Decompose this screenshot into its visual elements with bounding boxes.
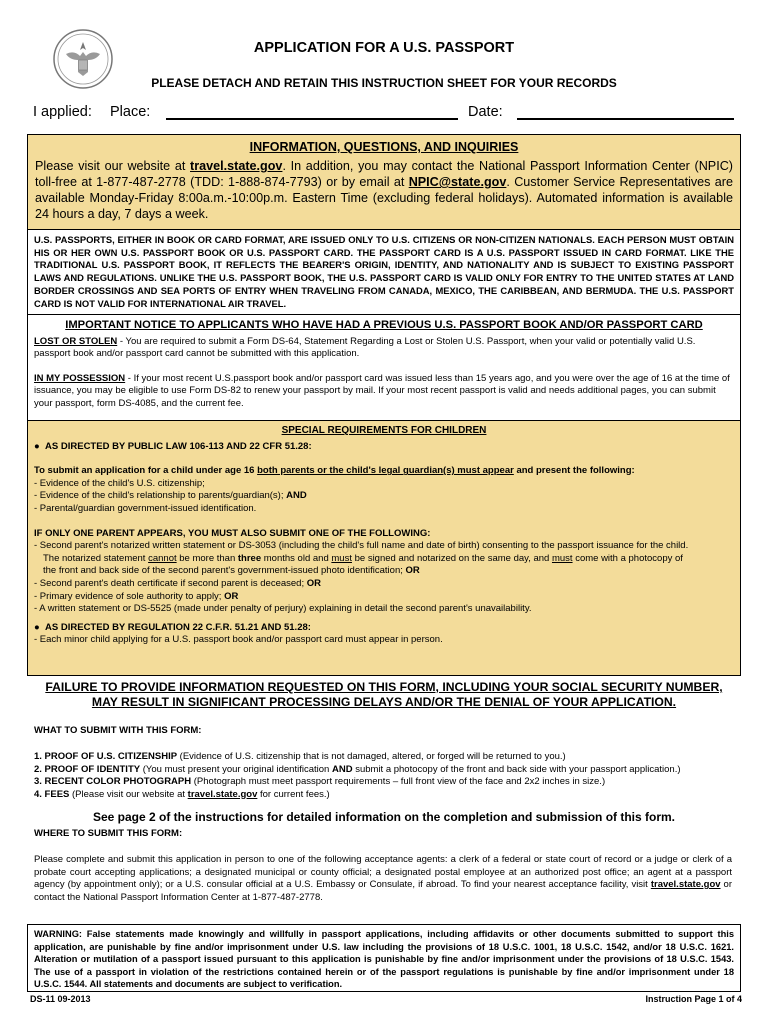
email-link[interactable]: NPIC@state.gov bbox=[408, 175, 507, 189]
place-label: Place: bbox=[110, 104, 151, 120]
travel-link[interactable]: travel.state.gov bbox=[650, 879, 721, 890]
opt3: - Primary evidence of sole authority to apply; OR bbox=[34, 590, 239, 602]
page-subtitle: PLEASE DETACH AND RETAIN THIS INSTRUCTION SHEET FOR YOUR RECORDS bbox=[151, 76, 617, 90]
page-title: APPLICATION FOR A U.S. PASSPORT bbox=[253, 40, 515, 56]
req2: - Evidence of the child's relationship to parents/guardian(s); AND bbox=[34, 490, 307, 502]
opt2: - Second parent's death certificate if second parent is deceased; OR bbox=[34, 577, 321, 589]
opt1-detail-2: the front and back side of the second parent's government-issued photo identification; OR bbox=[43, 565, 420, 577]
where-to-submit-text: Please complete and submit this application in person to one of the following acceptance agents: a clerk of a federal or state court of record or a judge or clerk of a probate court accepting applications; a designated municipal or county official; a designated postal employee at an authorized post office; an agent at a passport agency (by appointment only); or a U.S. consular official at a U.S. Embassy or Consulate, if abroad. To find your nearest acceptance facility, visit travel.state.gov or contact the National Passport Information Center at 1-877-487-2778. bbox=[34, 854, 732, 903]
lost-stolen-text: LOST OR STOLEN - You are required to submit a Form DS-64, Statement Regarding a Lost or Stolen U.S. Passport, when your valid or potentially valid U.S. passport book and/or passport card cannot be submitted with this application. bbox=[34, 335, 696, 360]
warning-box: WARNING: False statements made knowingly and willfully in passport applications, including affidavits or other documents submitted to support this application, are punishable by fine and/or imprisonment under U.S. law including the provisions of 18 U.S.C. 1001, 18 U.S.C. 1542, and/or 18 U.S.C. 1621. Alteration or mutilation of a passport issued pursuant to this application is punishable by fine and/or imprisonment under the provisions of 18 U.S.C. 1543. The use of a passport in violation of the restrictions contained herein or of the passport regulations is punishable by fine and/or imprisonment under 18 U.S.C. 1544. All statements and documents are subject to verification. bbox=[27, 924, 741, 992]
submit-list bbox=[34, 751, 734, 801]
minor-text: - Each minor child applying for a U.S. passport book and/or passport card must appear in person. bbox=[34, 634, 443, 646]
children-heading: SPECIAL REQUIREMENTS FOR CHILDREN bbox=[281, 425, 487, 436]
website-link[interactable]: travel.state.gov bbox=[190, 159, 283, 173]
opt4: - A written statement or DS-5525 (made under penalty of perjury) explaining in detail the second parent's unavailability. bbox=[34, 603, 532, 615]
one-parent-heading: IF ONLY ONE PARENT APPEARS, YOU MUST ALSO SUBMIT ONE OF THE FOLLOWING: bbox=[34, 527, 431, 539]
previous-passport-notice bbox=[27, 314, 741, 421]
info-text: Please visit our website at travel.state.gov. In addition, you may contact the National Passport Information Center (NPIC) toll-free at 1-877-487-2778 (TDD: 1-888-874-7793) or by email at NPIC@state.gov. Customer Service Representatives are available Monday-Friday 8:00a.m.-10:00p.m. Eastern Time (excluding federal holidays). Automated information is available 24 hours a day, 7 days a week. bbox=[35, 159, 734, 221]
list-item: 3. RECENT COLOR PHOTOGRAPH (Photograph must meet passport requirements – full front view of the face and 2x2 inches in size.) bbox=[34, 776, 606, 787]
bullet-icon: ● bbox=[34, 440, 46, 452]
date-label: Date: bbox=[468, 104, 503, 120]
place-field[interactable] bbox=[166, 118, 458, 120]
page-number: Instruction Page 1 of 4 bbox=[645, 994, 742, 1004]
where-to-submit-heading: WHERE TO SUBMIT THIS FORM: bbox=[34, 828, 183, 839]
law1: ● AS DIRECTED BY PUBLIC LAW 106-113 AND 22 CFR 51.28: bbox=[34, 440, 312, 452]
req1: - Evidence of the child's U.S. citizenship; bbox=[34, 477, 205, 489]
form-id: DS-11 09-2013 bbox=[30, 994, 91, 1004]
what-to-submit-heading: WHAT TO SUBMIT WITH THIS FORM: bbox=[34, 725, 202, 736]
fees-link[interactable]: travel.state.gov bbox=[187, 788, 258, 800]
date-field[interactable] bbox=[517, 118, 734, 120]
children-intro: To submit an application for a child under age 16 both parents or the child's legal guardian(s) must appear and present the following: bbox=[34, 465, 635, 477]
in-possession-text: IN MY POSSESSION - If your most recent U.S.passport book and/or passport card was issued less than 15 years ago, and you were over the age of 16 at the time of issuance, you may be eligible to use Form DS-82 to renew your passport by mail. If your most recent passport is valid and needs additional pages, you can submit your passport, form DS-4085, and the current fee. bbox=[34, 372, 730, 409]
law2: ● AS DIRECTED BY REGULATION 22 C.F.R. 51.21 AND 51.28: bbox=[34, 621, 311, 633]
list-item: 4. FEES (Please visit our website at travel.state.gov for current fees.) bbox=[34, 788, 330, 800]
see-page-note: See page 2 of the instructions for detailed information on the completion and submission of this form. bbox=[92, 810, 676, 824]
info-heading: INFORMATION, QUESTIONS, AND INQUIRIES bbox=[249, 140, 519, 154]
failure-warning: FAILURE TO PROVIDE INFORMATION REQUESTED ON THIS FORM, INCLUDING YOUR SOCIAL SECURITY NUMBER, MAY RESULT IN SIGNIFICANT PROCESSING DELAYS AND/OR THE DENIAL OF YOUR APPLICATION. bbox=[45, 680, 723, 709]
list-item: 2. PROOF OF IDENTITY (You must present your original identification AND submit a photocopy of the front and back side with your passport application.) bbox=[34, 763, 681, 775]
applied-label: I applied: bbox=[33, 104, 92, 120]
req3: - Parental/guardian government-issued identification. bbox=[34, 502, 257, 514]
info-box bbox=[27, 134, 741, 230]
list-item: 1. PROOF OF U.S. CITIZENSHIP (Evidence of U.S. citizenship that is not damaged, altered, or forged will be returned to you.) bbox=[34, 751, 566, 762]
citizenship-notice: U.S. PASSPORTS, EITHER IN BOOK OR CARD FORMAT, ARE ISSUED ONLY TO U.S. CITIZENS OR NON-CITIZEN NATIONALS. EACH PERSON MUST OBTAIN HIS OR HER OWN U.S. PASSPORT BOOK OR U.S. PASSPORT CARD. THE PASSPORT CARD IS A U.S. PASSPORT ISSUED IN CARD FORMAT. LIKE THE TRADITIONAL U.S. PASSPORT BOOK, IT REFLECTS THE BEARER'S ORIGIN, IDENTITY, AND NATIONALITY AND IS SUBJECT TO EXISTING PASSPORT LAWS AND REGULATIONS. UNLIKE THE U.S. PASSPORT BOOK, THE U.S. PASSPORT CARD IS VALID ONLY FOR ENTRY TO THE UNITED STATES AT LAND BORDER CROSSINGS AND SEA PORTS OF ENTRY WHEN TRAVELING FROM CANADA, MEXICO, THE CARIBBEAN, AND BERMUDA. THE U.S. PASSPORT CARD IS NOT VALID FOR INTERNATIONAL AIR TRAVEL. bbox=[27, 229, 741, 315]
opt1-detail: The notarized statement cannot be more than three months old and must be signed and notarized on the same day, and must come with a photocopy of bbox=[43, 552, 683, 564]
bullet-icon: ● bbox=[34, 621, 46, 633]
opt1: - Second parent's notarized written statement or DS-3053 (including the child's full name and date of birth) consenting to the passport issuance for the child. bbox=[34, 540, 689, 552]
notice-heading: IMPORTANT NOTICE TO APPLICANTS WHO HAVE HAD A PREVIOUS U.S. PASSPORT BOOK AND/OR PASSPORT CARD bbox=[65, 319, 703, 331]
children-requirements bbox=[27, 420, 741, 676]
